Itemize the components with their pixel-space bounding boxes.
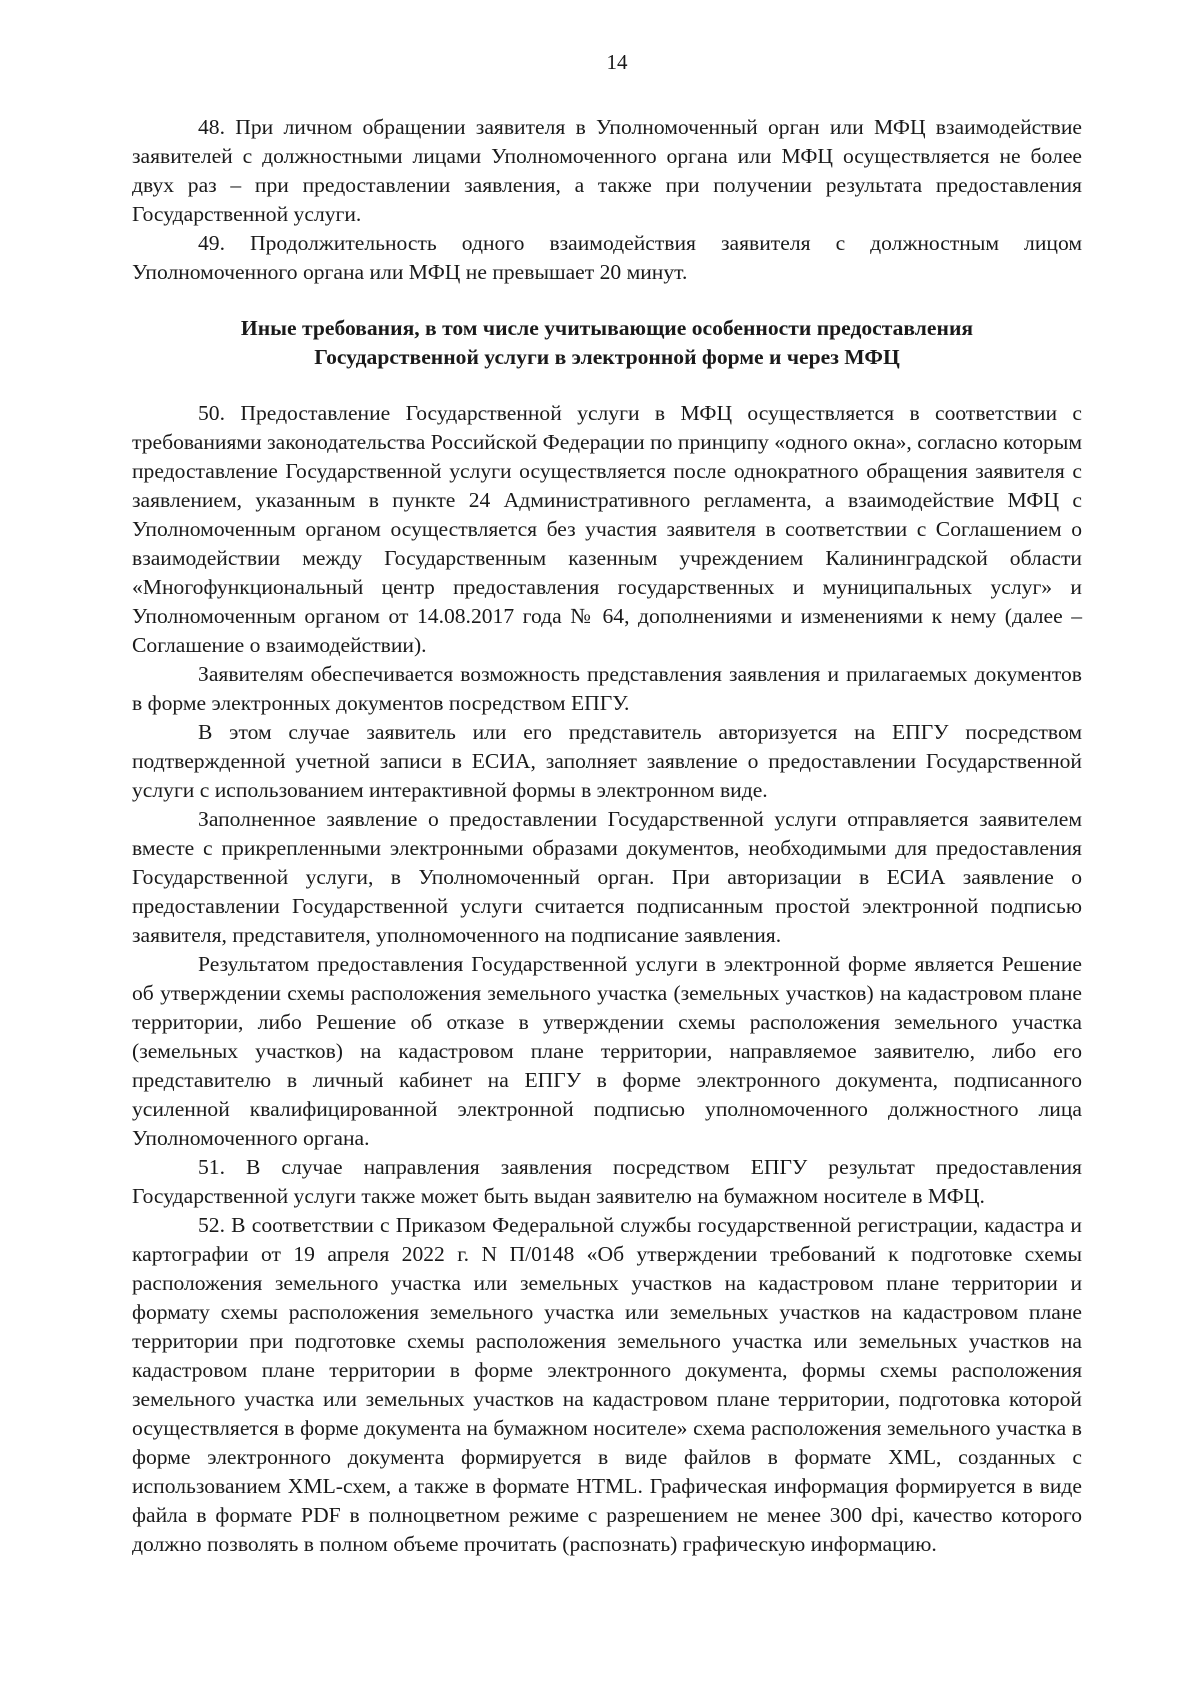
paragraph-52: 52. В соответствии с Приказом Федеральной службы государственной регистрации, кадастра и картографии от 19 апреля 2022 г. N П/0148 «Об утверждении требований к подготовке схемы расположения земельного участка или земельных участков на кадастровом плане территории и формату схемы расположения земельного участка или земельных участков на кадастровом плане территории при подготовке схемы расположения земельного участка или земельных участков на кадастровом плане территории в форме электронного документа, формы схемы расположения земельного участка или земельных участков на кадастровом плане территории, подготовка которой осуществляется в форме документа на бумажном носителе» схема расположения земельного участка в форме электронного документа формируется в виде файлов в формате XML, созданных с использованием XML-схем, а также в формате HTML. Графическая информация формируется в виде файла в формате PDF в полноцветном режиме с разрешением не менее 300 dpi, качество которого должно позволять в полном объеме прочитать (распознать) графическую информацию. bbox=[132, 1213, 1082, 1556]
section-heading bbox=[132, 314, 1082, 372]
paragraph-esia-authorization: В этом случае заявитель или его представитель авторизуется на ЕПГУ посредством подтвержденной учетной записи в ЕСИА, заполняет заявление о предоставлении Государственной услуги с использованием интерактивной формы в электронном виде. bbox=[132, 720, 1082, 802]
paragraph-electronic-submission: Заявителям обеспечивается возможность представления заявления и прилагаемых документов в форме электронных документов посредством ЕПГУ. bbox=[132, 662, 1082, 715]
paragraph-51: 51. В случае направления заявления посредством ЕПГУ результат предоставления Государственной услуги также может быть выдан заявителю на бумажном носителе в МФЦ. bbox=[132, 1155, 1082, 1208]
paragraph-48: 48. При личном обращении заявителя в Уполномоченный орган или МФЦ взаимодействие заявителей с должностными лицами Уполномоченного органа или МФЦ осуществляется не более двух раз – при предоставлении заявления, а также при получении результата предоставления Государственной услуги. bbox=[132, 115, 1082, 226]
paragraph-50: 50. Предоставление Государственной услуги в МФЦ осуществляется в соответствии с требованиями законодательства Российской Федерации по принципу «одного окна», согласно которым предоставление Государственной услуги осуществляется после однократного обращения заявителя с заявлением, указанным в пункте 24 Административного регламента, а взаимодействие МФЦ с Уполномоченным органом осуществляется без участия заявителя в соответствии с Соглашением о взаимодействии между Государственным казенным учреждением Калининградской области «Многофункциональный центр предоставления государственных и муниципальных услуг» и Уполномоченным органом от 14.08.2017 года № 64, дополнениями и изменениями к нему (далее – Соглашение о взаимодействии). bbox=[132, 401, 1082, 657]
paragraph-application-sending: Заполненное заявление о предоставлении Государственной услуги отправляется заявителем вместе с прикрепленными электронными образами документов, необходимыми для предоставления Государственной услуги, в Уполномоченный орган. При авторизации в ЕСИА заявление о предоставлении Государственной услуги считается подписанным простой электронной подписью заявителя, представителя, уполномоченного на подписание заявления. bbox=[132, 807, 1082, 947]
paragraph-service-result: Результатом предоставления Государственной услуги в электронной форме является Решение об утверждении схемы расположения земельного участка (земельных участков) на кадастровом плане территории, либо Решение об отказе в утверждении схемы расположения земельного участка (земельных участков) на кадастровом плане территории, направляемое заявителю, либо его представителю в личный кабинет на ЕПГУ в форме электронного документа, подписанного усиленной квалифицированной электронной подписью уполномоченного должностного лица Уполномоченного органа. bbox=[132, 952, 1082, 1150]
section-heading-line-2: Государственной услуги в электронной форме и через МФЦ bbox=[314, 345, 900, 369]
section-heading-line-1: Иные требования, в том числе учитывающие особенности предоставления bbox=[240, 316, 974, 340]
paragraph-49: 49. Продолжительность одного взаимодействия заявителя с должностным лицом Уполномоченного органа или МФЦ не превышает 20 минут. bbox=[132, 231, 1082, 284]
page-number: 14 bbox=[606, 50, 628, 74]
